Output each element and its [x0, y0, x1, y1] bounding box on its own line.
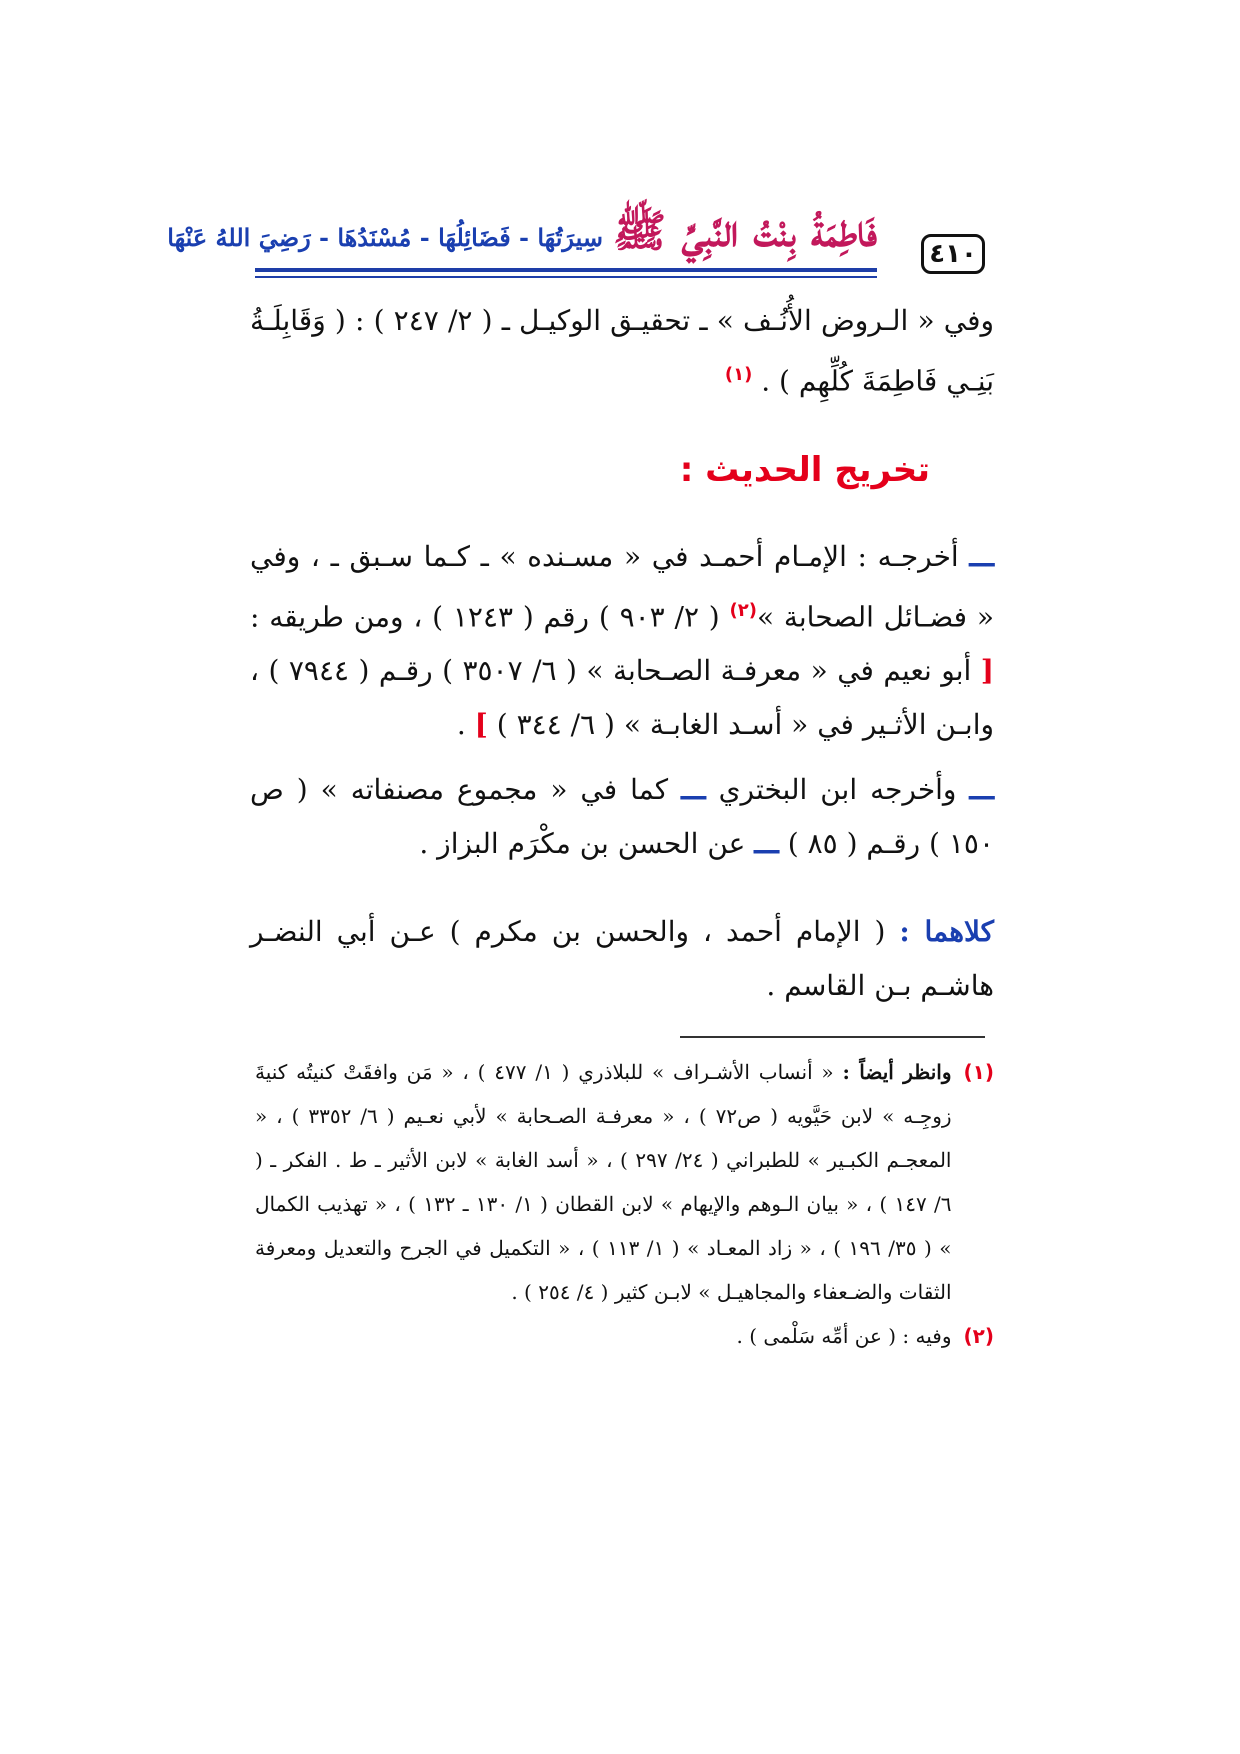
- footnote-1: [255, 1050, 994, 1314]
- book-subtitle: سِيرَتُهَا - فَضَائِلُهَا - مُسْنَدُهَا - رَضِيَ اللهُ عَنْهَا: [167, 223, 603, 252]
- section-heading: تخريج الحديث :: [679, 450, 930, 490]
- footnote-separator: [680, 1036, 985, 1038]
- footnote-2: [255, 1314, 994, 1358]
- text-segment: أخرجـه : الإمـام أحمـد في « مسـنده » ـ كـما سـبق ـ ، وفي « فضـائل الصحابة »: [250, 540, 994, 634]
- footnote-body: وفيه : ( عن أمِّه سَلْمى ) .: [736, 1324, 952, 1348]
- paragraph-kilahuma: [250, 905, 994, 1013]
- paragraph-takhrij: [250, 530, 994, 752]
- footnote-ref-2[interactable]: (٢): [729, 600, 757, 621]
- paragraph-bakhtari: [250, 763, 994, 871]
- text-segment: كما في « مجموع مصنفاته » ( ص ١٥٠ ) رقـم ( ٨٥ ): [250, 773, 994, 860]
- bracket-open: [: [980, 654, 994, 688]
- text-segment: ( الإمام أحمد ، والحسن بن مكرم ) عـن أبي النضـر هاشـم بـن القاسم .: [250, 915, 994, 1002]
- header-rule: [255, 268, 877, 272]
- header-rule-thin: [255, 276, 877, 278]
- dash-marker: ـــ: [754, 827, 779, 860]
- footnote-text: [255, 1050, 952, 1314]
- footnote-number: (١): [963, 1060, 994, 1084]
- paragraph-text: وفي « الـروض الأُنُـف » ـ تحقيـق الوكيـل ـ ( ٢/ ٢٤٧ ) : ( وَقَابِلَـةُ بَنِـي فَاطِمَةَ كُلِّهِم ) .: [250, 304, 994, 398]
- dash-marker: ـــ: [681, 773, 706, 806]
- dash-marker: ـــ: [969, 540, 995, 573]
- footnote-ref-1[interactable]: (١): [724, 364, 753, 385]
- text-segment: .: [456, 708, 475, 742]
- text-segment: ( ٢/ ٩٠٣ ) رقم ( ١٢٤٣ ) ، ومن طريقه :: [250, 600, 730, 634]
- footnotes: [255, 1050, 994, 1358]
- book-title: فَاطِمَةُ بِنْتُ النَّبِيِّ ﷺ: [613, 206, 877, 257]
- footnote-number: (٢): [963, 1324, 994, 1348]
- running-title: [167, 204, 877, 268]
- paragraph-rawd-al-unuf: [250, 294, 994, 408]
- footnote-text: [255, 1314, 952, 1358]
- footnote-lead: وانظر أيضاً :: [842, 1060, 952, 1084]
- bracket-close: ]: [474, 708, 488, 742]
- lead-word: كلاهما :: [899, 915, 995, 948]
- text-segment: وأخرجه ابن البختري: [705, 773, 970, 806]
- page-header: [167, 198, 985, 290]
- page-number: ٤١٠: [921, 234, 985, 274]
- text-segment: أبو نعيم في « معرفـة الصـحابة » ( ٦/ ٣٥٠٧ ) رقـم ( ٧٩٤٤ ) ، وابـن الأثـير في « أسـد الغابـة » ( ٦/ ٣٤٤ ): [250, 654, 994, 742]
- dash-marker: ـــ: [969, 773, 995, 806]
- footnote-body: « أنساب الأشـراف » للبلاذري ( ١/ ٤٧٧ ) ، « مَن وافقَتْ كنيتُه كنيةَ زوجِـه » لابن حَيَّويه ( ص٧٢ ) ، « معرفـة الصـحابة » لأبي نعـيم ( ٦/ ٣٣٥٢ ) ، « المعجـم الكبـير » للطبراني ( ٢٤/ ٢٩٧ ) ، « أسد الغابة » لابن الأثير ـ ط . الفكر ـ ( ٦/ ١٤٧ ) ، « بيان الـوهم والإيهام » لابن القطان ( ١/ ١٣٠ ـ ١٣٢ ) ، « تهذيب الكمال » ( ٣٥/ ١٩٦ ) ، « زاد المعـاد » ( ١/ ١١٣ ) ، « التكميل في الجرح والتعديل ومعرفة الثقات والضـعفاء والمجاهيـل » لابـن كثير ( ٤/ ٢٥٤ ) .: [255, 1060, 952, 1304]
- text-segment: عن الحسن بن مكْرَم البزاز .: [419, 827, 755, 860]
